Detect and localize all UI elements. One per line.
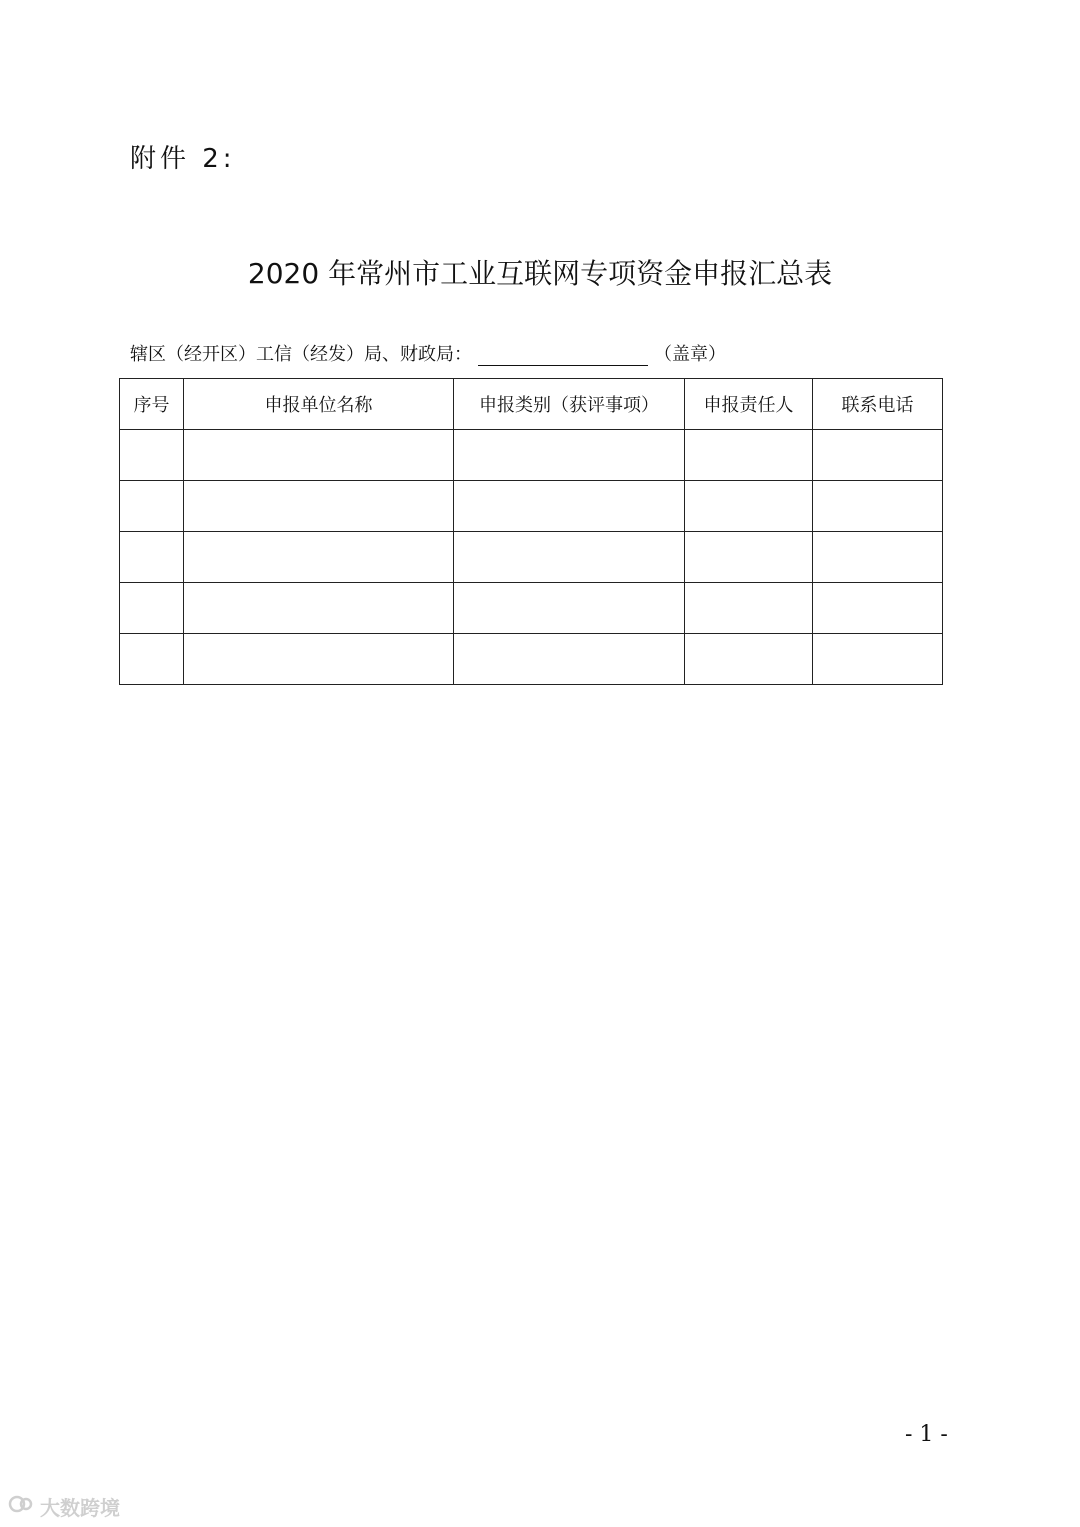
table-cell[interactable] — [813, 430, 943, 481]
summary-table — [119, 378, 943, 685]
page-title: 2020 年常州市工业互联网专项资金申报汇总表 — [247, 257, 833, 290]
table-cell[interactable] — [120, 430, 184, 481]
table-cell[interactable] — [120, 634, 184, 685]
header-phone: 联系电话 — [813, 379, 943, 430]
page-number: - 1 - — [905, 1422, 948, 1447]
table-cell[interactable] — [120, 583, 184, 634]
table-row — [120, 430, 943, 481]
table-cell[interactable] — [120, 532, 184, 583]
table-cell[interactable] — [813, 532, 943, 583]
table-header-row — [120, 379, 943, 430]
table-row — [120, 532, 943, 583]
table-cell[interactable] — [685, 430, 813, 481]
table-cell[interactable] — [120, 481, 184, 532]
table-row — [120, 634, 943, 685]
table-cell[interactable] — [685, 583, 813, 634]
table-cell[interactable] — [685, 634, 813, 685]
submitter-label: 辖区（经开区）工信（经发）局、财政局： — [130, 344, 472, 365]
logo-icon — [8, 1493, 40, 1520]
table-cell[interactable] — [813, 634, 943, 685]
table-cell[interactable] — [813, 583, 943, 634]
header-category: 申报类别（获评事项） — [454, 379, 685, 430]
table-cell[interactable] — [813, 481, 943, 532]
table-cell[interactable] — [454, 634, 685, 685]
table-cell[interactable] — [685, 481, 813, 532]
table-cell[interactable] — [184, 481, 454, 532]
table-cell[interactable] — [184, 430, 454, 481]
seal-note: （盖章） — [654, 344, 726, 365]
header-unit-name: 申报单位名称 — [184, 379, 454, 430]
attachment-label: 附件 2: — [130, 144, 236, 174]
header-index: 序号 — [120, 379, 184, 430]
submitter-line — [130, 340, 726, 366]
table-cell[interactable] — [454, 481, 685, 532]
table-cell[interactable] — [184, 532, 454, 583]
table-row — [120, 481, 943, 532]
table-cell[interactable] — [685, 532, 813, 583]
watermark-text: 大数跨境 — [40, 1496, 120, 1520]
table-cell[interactable] — [184, 583, 454, 634]
table-cell[interactable] — [454, 430, 685, 481]
header-responsible-person: 申报责任人 — [685, 379, 813, 430]
watermark — [8, 1492, 120, 1521]
submitter-blank-field[interactable] — [478, 345, 648, 366]
table-row — [120, 583, 943, 634]
table-cell[interactable] — [184, 634, 454, 685]
table-cell[interactable] — [454, 532, 685, 583]
table-cell[interactable] — [454, 583, 685, 634]
